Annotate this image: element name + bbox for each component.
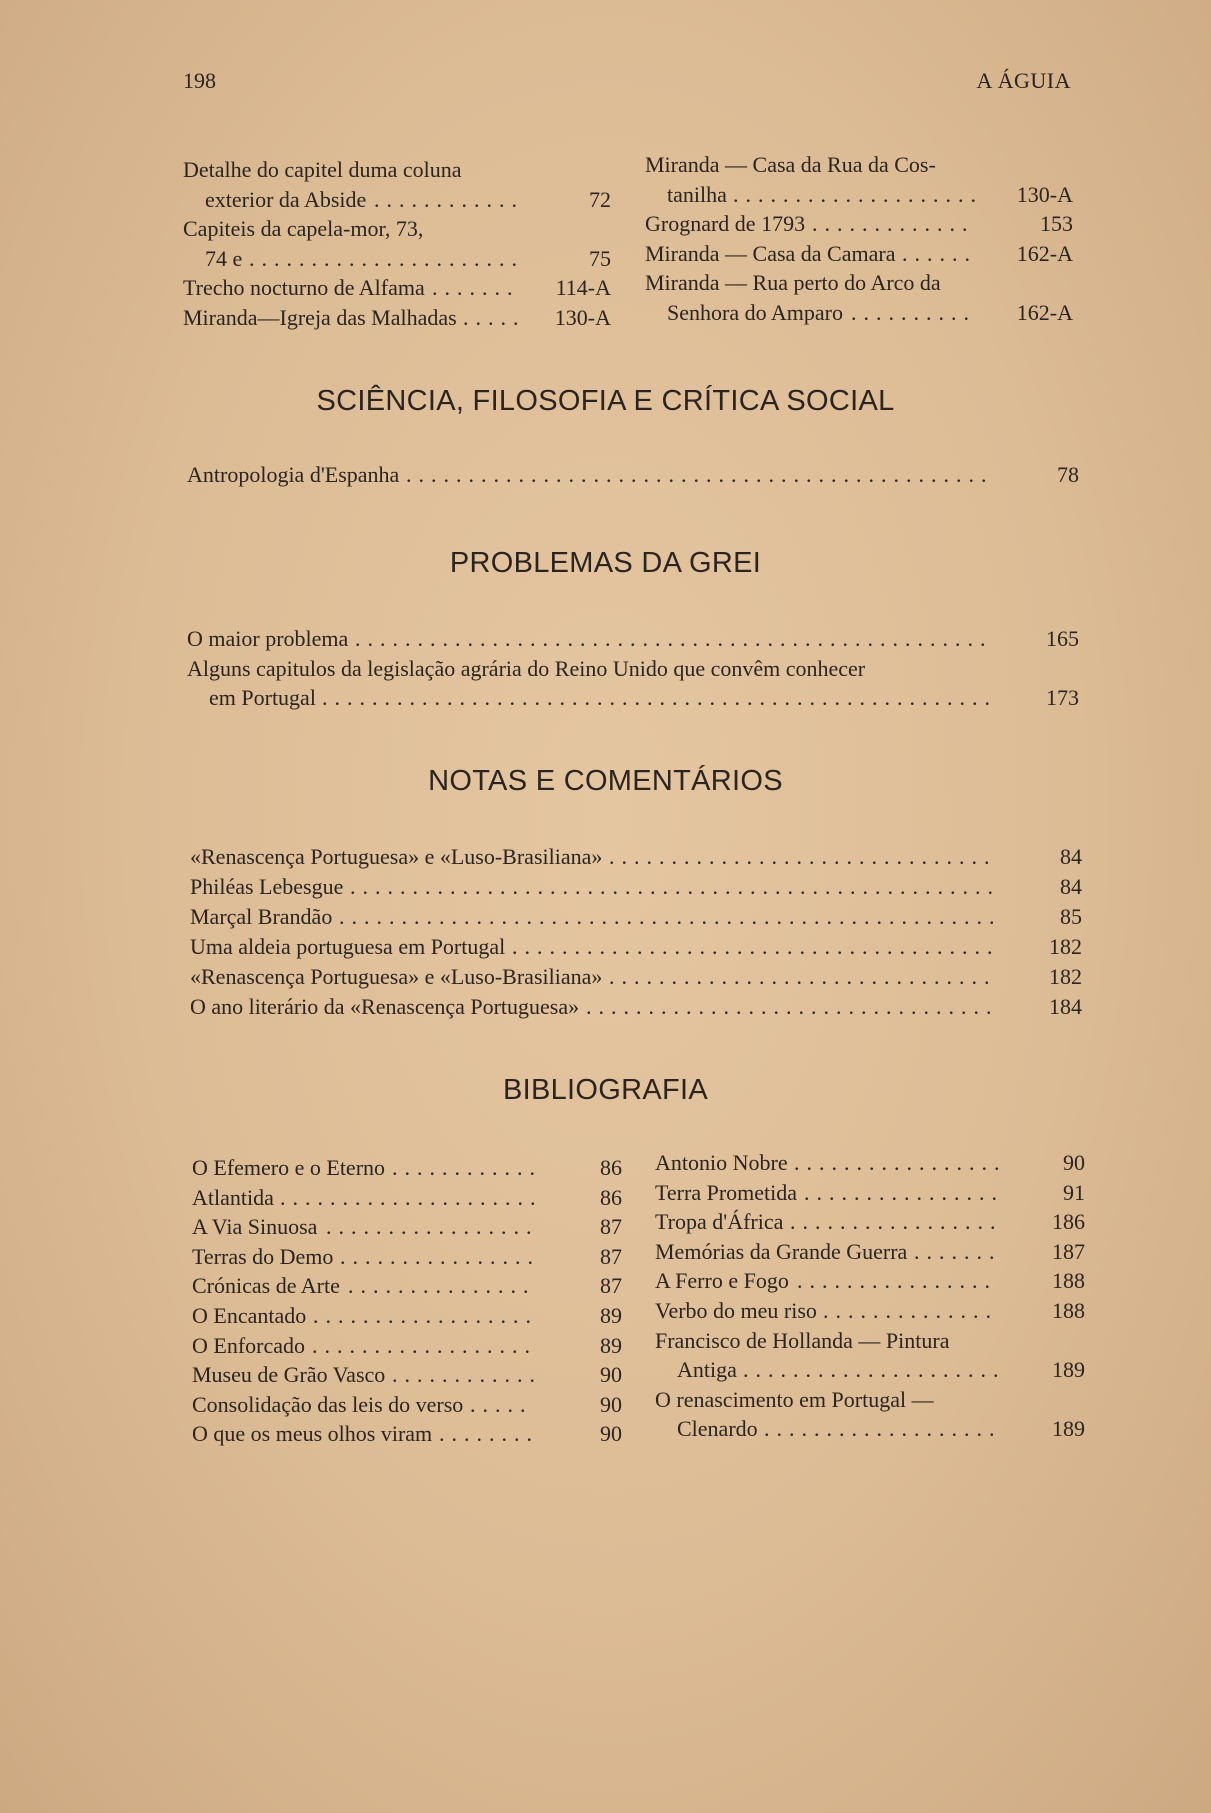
toc-entry: [645, 239, 1073, 268]
entry-title: Verbo do meu riso: [655, 1298, 817, 1323]
entry-title: O ano literário da «Renascença Portuguesa»: [190, 994, 580, 1019]
toc-entry: [205, 185, 611, 214]
leader-dots: ..........: [851, 300, 976, 325]
entry-title: O Efemero e o Eterno: [192, 1155, 386, 1180]
entry-title: O Encantado: [192, 1303, 307, 1328]
toc-entry: [192, 1242, 622, 1271]
leader-dots: ......................................................: [322, 685, 997, 710]
entry-title: Terra Prometida: [655, 1180, 798, 1205]
leader-dots: ....................................................: [350, 874, 1000, 899]
entry-title: Antonio Nobre: [655, 1150, 788, 1175]
section-title-notas: NOTAS E COMENTÁRIOS: [428, 765, 783, 797]
entry-title: O que os meus olhos viram: [192, 1421, 433, 1446]
toc-entry: [192, 1419, 622, 1448]
leader-dots: ...............................................: [406, 462, 994, 487]
leader-dots: ............: [392, 1362, 542, 1387]
page-ref: 153: [1040, 211, 1073, 236]
toc-entry: [192, 1153, 622, 1182]
toc-entry: [190, 962, 1082, 991]
toc-entry: [655, 1207, 1085, 1236]
entry-title: Miranda — Casa da Camara: [645, 241, 896, 266]
page-ref: 87: [600, 1214, 622, 1239]
entry-title-line: Detalhe do capitel duma coluna: [183, 157, 462, 182]
entry-title: Crónicas de Arte: [192, 1273, 340, 1298]
leader-dots: ..................: [313, 1303, 538, 1328]
leader-dots: .....: [470, 1392, 533, 1417]
leader-dots: ................: [804, 1180, 1004, 1205]
leader-dots: ......................: [249, 246, 524, 271]
section-title-problemas: PROBLEMAS DA GREI: [449, 547, 762, 579]
page-ref: 182: [1049, 934, 1082, 959]
entry-title: 74 e: [205, 246, 243, 271]
leader-dots: ...............: [348, 1273, 536, 1298]
entry-title: Clenardo: [677, 1416, 758, 1441]
entry-title-line: Miranda — Rua perto do Arco da: [645, 270, 941, 295]
page-ref: 182: [1049, 964, 1082, 989]
leader-dots: .......: [432, 275, 520, 300]
leader-dots: ..............: [823, 1298, 998, 1323]
leader-dots: .................: [326, 1214, 539, 1239]
entry-title: tanilha: [667, 182, 727, 207]
leader-dots: ................: [797, 1268, 997, 1293]
entry-title: Miranda—Igreja das Malhadas: [183, 305, 457, 330]
toc-entry: [655, 1266, 1085, 1295]
leader-dots: .......................................: [512, 934, 1000, 959]
leader-dots: ..................: [312, 1333, 537, 1358]
section-title-ciencia: SCIÊNCIA, FILOSOFIA E CRÍTICA SOCIAL: [316, 385, 895, 417]
entry-title: Antiga: [677, 1357, 737, 1382]
toc-entry: [667, 298, 1073, 327]
toc-entry: [192, 1183, 622, 1212]
page-ref: 188: [1052, 1298, 1085, 1323]
toc-entry: [655, 1237, 1085, 1266]
page-ref: 84: [1060, 874, 1082, 899]
toc-entry: [190, 932, 1082, 961]
entry-title: «Renascença Portuguesa» e «Luso-Brasiliana»: [190, 964, 603, 989]
page-ref: 90: [600, 1421, 622, 1446]
toc-entry: [192, 1271, 622, 1300]
page-ref: 86: [600, 1155, 622, 1180]
page-ref: 89: [600, 1333, 622, 1358]
page-ref: 78: [1057, 462, 1079, 487]
entry-title: Grognard de 1793: [645, 211, 806, 236]
leader-dots: .................................: [586, 994, 999, 1019]
page-ref: 90: [600, 1392, 622, 1417]
entry-title-line: O renascimento em Portugal —: [655, 1387, 934, 1412]
toc-entry: [187, 460, 1079, 489]
toc-entry: [192, 1301, 622, 1330]
page-number: 198: [183, 68, 216, 93]
section-title-bibliografia: BIBLIOGRAFIA: [502, 1074, 709, 1106]
page-ref: 184: [1049, 994, 1082, 1019]
page-ref: 130-A: [1016, 182, 1073, 207]
toc-entry: [655, 1178, 1085, 1207]
entry-title: O maior problema: [187, 626, 349, 651]
toc-entry: [190, 902, 1082, 931]
toc-entry: [192, 1390, 622, 1419]
leader-dots: ....................: [733, 182, 983, 207]
page-ref: 130-A: [554, 305, 611, 330]
leader-dots: .....................: [743, 1357, 1006, 1382]
toc-entry: [192, 1331, 622, 1360]
page-ref: 187: [1052, 1239, 1085, 1264]
page-ref: 162-A: [1016, 241, 1073, 266]
entry-title-line: Francisco de Hollanda — Pintura: [655, 1328, 950, 1353]
entry-title: O Enforcado: [192, 1333, 306, 1358]
leader-dots: ...............................: [609, 844, 997, 869]
page-ref: 91: [1063, 1180, 1085, 1205]
entry-title: Tropa d'África: [655, 1209, 784, 1234]
entry-title: em Portugal: [209, 685, 316, 710]
running-header: A ÁGUIA: [976, 68, 1071, 93]
page-ref: 90: [600, 1362, 622, 1387]
page-ref: 84: [1060, 844, 1082, 869]
page-ref: 189: [1052, 1357, 1085, 1382]
entry-title: Philéas Lebesgue: [190, 874, 344, 899]
toc-entry: [183, 303, 611, 332]
leader-dots: .......: [914, 1239, 1002, 1264]
leader-dots: ............: [392, 1155, 542, 1180]
entry-title: A Via Sinuosa: [192, 1214, 318, 1239]
entry-title: Atlantida: [192, 1185, 274, 1210]
page-ref: 85: [1060, 904, 1082, 929]
leader-dots: ............: [374, 187, 524, 212]
leader-dots: ......: [902, 241, 977, 266]
leader-dots: .....................: [280, 1185, 543, 1210]
entry-title: A Ferro e Fogo: [655, 1268, 789, 1293]
entry-title: exterior da Abside: [205, 187, 367, 212]
toc-entry: [192, 1360, 622, 1389]
page-ref: 162-A: [1016, 300, 1073, 325]
entry-title-line: Miranda — Casa da Rua da Cos-: [645, 152, 936, 177]
entry-title: Consolidação das leis do verso: [192, 1392, 464, 1417]
page-ref: 90: [1063, 1150, 1085, 1175]
page-ref: 87: [600, 1244, 622, 1269]
toc-entry: [667, 180, 1073, 209]
toc-entry: [655, 1148, 1085, 1177]
page-ref: 87: [600, 1273, 622, 1298]
leader-dots: ................: [340, 1244, 540, 1269]
entry-title: Trecho nocturno de Alfama: [183, 275, 425, 300]
entry-title: Uma aldeia portuguesa em Portugal: [190, 934, 506, 959]
page-ref: 173: [1046, 685, 1079, 710]
page-ref: 89: [600, 1303, 622, 1328]
leader-dots: ...............................: [609, 964, 997, 989]
leader-dots: ........: [439, 1421, 539, 1446]
entry-title: Memórias da Grande Guerra: [655, 1239, 908, 1264]
leader-dots: .....: [463, 305, 526, 330]
toc-entry: [190, 842, 1082, 871]
toc-entry: [677, 1355, 1085, 1384]
entry-title: Museu de Grão Vasco: [192, 1362, 386, 1387]
entry-title-line: Alguns capitulos da legislação agrária do Reino Unido que convêm conhecer: [187, 656, 866, 681]
toc-entry: [677, 1414, 1085, 1443]
entry-title: Senhora do Amparo: [667, 300, 843, 325]
toc-entry: [205, 244, 611, 273]
toc-entry: [183, 273, 611, 302]
toc-entry: [209, 683, 1079, 712]
page-ref: 114-A: [555, 275, 611, 300]
page-ref: 186: [1052, 1209, 1085, 1234]
leader-dots: ...................................................: [355, 626, 993, 651]
page-ref: 188: [1052, 1268, 1085, 1293]
leader-dots: ...................: [764, 1416, 1002, 1441]
leader-dots: .................: [790, 1209, 1003, 1234]
toc-entry: [190, 872, 1082, 901]
leader-dots: .............: [812, 211, 975, 236]
entry-title: Terras do Demo: [192, 1244, 334, 1269]
toc-entry: [645, 209, 1073, 238]
page-ref: 189: [1052, 1416, 1085, 1441]
page-ref: 72: [589, 187, 611, 212]
entry-title: Antropologia d'Espanha: [187, 462, 400, 487]
page-ref: 86: [600, 1185, 622, 1210]
entry-title-line: Capiteis da capela-mor, 73,: [183, 216, 424, 241]
leader-dots: .................: [794, 1150, 1007, 1175]
toc-entry: [192, 1212, 622, 1241]
toc-entry: [187, 624, 1079, 653]
entry-title: «Renascença Portuguesa» e «Luso-Brasiliana»: [190, 844, 603, 869]
leader-dots: .....................................................: [339, 904, 1002, 929]
toc-entry: [655, 1296, 1085, 1325]
entry-title: Marçal Brandão: [190, 904, 333, 929]
page-ref: 75: [589, 246, 611, 271]
page-ref: 165: [1046, 626, 1079, 651]
toc-entry: [190, 992, 1082, 1021]
